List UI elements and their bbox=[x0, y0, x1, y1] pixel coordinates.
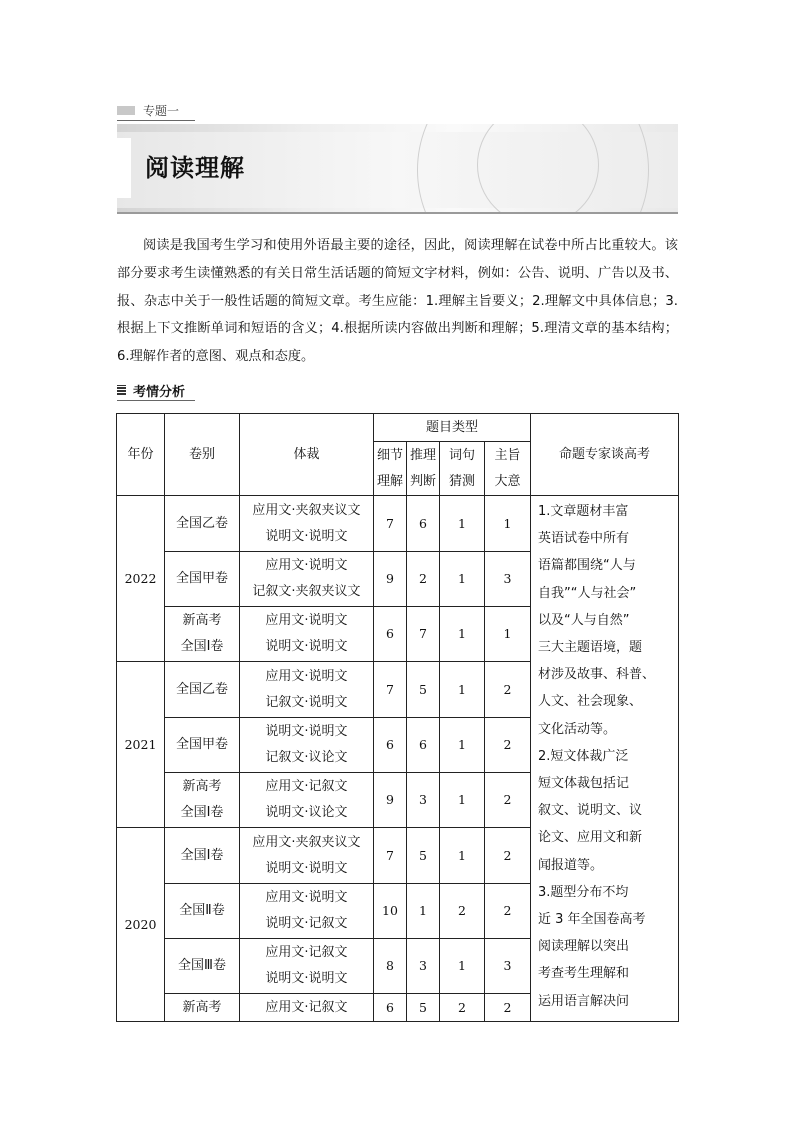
paper-cell: 全国乙卷 bbox=[165, 662, 240, 718]
expert-commentary: 1.文章题材丰富 英语试卷中所有 语篇都围绕“人与 自我”“人与社会” 以及“人与自然” 三大主题语境，题 材涉及故事、科普、 人文、社会现象、 文化活动等。 2.短文体裁广泛 短文体裁包括记 叙文、说明文、议 论文、应用文和新 闻报道等。 3.题型分布不均 近 3 年全国卷高考 阅读理解以突出 考查考生理解和 运用语言解决问 bbox=[531, 496, 679, 1022]
value-cell: 7 bbox=[374, 496, 407, 552]
value-cell: 9 bbox=[374, 773, 407, 828]
value-cell: 2 bbox=[485, 828, 531, 884]
genre-cell: 应用文·说明文 记叙文·说明文 bbox=[240, 662, 374, 718]
value-cell: 1 bbox=[440, 552, 485, 607]
topic-tag bbox=[117, 100, 677, 122]
value-cell: 1 bbox=[440, 939, 485, 994]
header-genre: 体裁 bbox=[240, 414, 374, 496]
value-cell: 8 bbox=[374, 939, 407, 994]
decorative-circle bbox=[477, 124, 599, 214]
value-cell: 1 bbox=[407, 884, 440, 939]
value-cell: 10 bbox=[374, 884, 407, 939]
topic-label: 专题一 bbox=[143, 104, 180, 118]
genre-cell: 应用文·记叙文 说明文·议论文 bbox=[240, 773, 374, 828]
value-cell: 3 bbox=[407, 773, 440, 828]
paper-cell: 全国乙卷 bbox=[165, 496, 240, 552]
value-cell: 2 bbox=[485, 773, 531, 828]
header-expert: 命题专家谈高考 bbox=[531, 414, 679, 496]
header-detail: 细节 理解 bbox=[374, 442, 407, 496]
title-banner bbox=[117, 124, 678, 214]
paper-cell: 新高考 全国Ⅰ卷 bbox=[165, 607, 240, 662]
value-cell: 1 bbox=[440, 718, 485, 773]
value-cell: 1 bbox=[440, 773, 485, 828]
page-title: 阅读理解 bbox=[145, 154, 245, 182]
value-cell: 1 bbox=[440, 496, 485, 552]
genre-cell: 应用文·夹叙夹议文 说明文·说明文 bbox=[240, 496, 374, 552]
value-cell: 1 bbox=[485, 607, 531, 662]
value-cell: 6 bbox=[407, 496, 440, 552]
value-cell: 2 bbox=[407, 552, 440, 607]
value-cell: 2 bbox=[485, 884, 531, 939]
intro-text bbox=[117, 232, 678, 371]
value-cell: 2 bbox=[485, 718, 531, 773]
genre-cell: 说明文·说明文 记叙文·议论文 bbox=[240, 718, 374, 773]
header-inference: 推理 判断 bbox=[407, 442, 440, 496]
value-cell: 1 bbox=[485, 496, 531, 552]
value-cell: 6 bbox=[374, 718, 407, 773]
intro-paragraph: 阅读是我国考生学习和使用外语最主要的途径，因此，阅读理解在试卷中所占比重较大。该部分要求考生读懂熟悉的有关日常生活话题的简短文字材料，例如：公告、说明、广告以及书、报、杂志中关于一般性话题的简短文章。考生应能：1.理解主旨要义；2.理解文中具体信息；3.根据上下文推断单词和短语的含义；4.根据所读内容做出判断和理解；5.理清文章的基本结构；6.理解作者的意图、观点和态度。 bbox=[117, 238, 678, 365]
header-question-types: 题目类型 bbox=[374, 414, 531, 442]
value-cell: 1 bbox=[440, 607, 485, 662]
value-cell: 2 bbox=[440, 884, 485, 939]
section-marker-icon bbox=[117, 385, 126, 395]
value-cell: 3 bbox=[485, 939, 531, 994]
paper-cell: 新高考 bbox=[165, 994, 240, 1022]
exam-analysis-table bbox=[116, 413, 679, 1022]
banner-notch bbox=[117, 138, 131, 198]
genre-cell: 应用文·记叙文 说明文·说明文 bbox=[240, 939, 374, 994]
value-cell: 1 bbox=[440, 828, 485, 884]
value-cell: 5 bbox=[407, 828, 440, 884]
header-paper: 卷别 bbox=[165, 414, 240, 496]
paper-cell: 全国Ⅱ卷 bbox=[165, 884, 240, 939]
topic-tag-marker bbox=[117, 106, 135, 115]
value-cell: 7 bbox=[374, 662, 407, 718]
paper-cell: 全国Ⅰ卷 bbox=[165, 828, 240, 884]
value-cell: 5 bbox=[407, 994, 440, 1022]
value-cell: 2 bbox=[485, 662, 531, 718]
genre-cell: 应用文·说明文 记叙文·夹叙夹议文 bbox=[240, 552, 374, 607]
section-underline bbox=[117, 400, 195, 401]
value-cell: 3 bbox=[407, 939, 440, 994]
value-cell: 1 bbox=[440, 662, 485, 718]
value-cell: 2 bbox=[440, 994, 485, 1022]
value-cell: 7 bbox=[374, 828, 407, 884]
genre-cell: 应用文·记叙文 bbox=[240, 994, 374, 1022]
section-heading bbox=[117, 381, 197, 401]
value-cell: 6 bbox=[374, 607, 407, 662]
banner-baseline bbox=[117, 212, 678, 214]
table-row bbox=[117, 496, 679, 552]
genre-cell: 应用文·说明文 说明文·说明文 bbox=[240, 607, 374, 662]
genre-cell: 应用文·说明文 说明文·记叙文 bbox=[240, 884, 374, 939]
value-cell: 9 bbox=[374, 552, 407, 607]
topic-underline bbox=[117, 120, 195, 121]
value-cell: 2 bbox=[485, 994, 531, 1022]
value-cell: 3 bbox=[485, 552, 531, 607]
paper-cell: 全国甲卷 bbox=[165, 552, 240, 607]
value-cell: 6 bbox=[374, 994, 407, 1022]
year-cell: 2020 bbox=[117, 828, 165, 1022]
section-title: 考情分析 bbox=[133, 385, 186, 400]
header-word-guess: 词句 猜测 bbox=[440, 442, 485, 496]
genre-cell: 应用文·夹叙夹议文 说明文·说明文 bbox=[240, 828, 374, 884]
value-cell: 6 bbox=[407, 718, 440, 773]
paper-cell: 全国甲卷 bbox=[165, 718, 240, 773]
paper-cell: 全国Ⅲ卷 bbox=[165, 939, 240, 994]
paper-cell: 新高考 全国Ⅰ卷 bbox=[165, 773, 240, 828]
value-cell: 5 bbox=[407, 662, 440, 718]
header-main-idea: 主旨 大意 bbox=[485, 442, 531, 496]
year-cell: 2021 bbox=[117, 662, 165, 828]
value-cell: 7 bbox=[407, 607, 440, 662]
year-cell: 2022 bbox=[117, 496, 165, 662]
header-year: 年份 bbox=[117, 414, 165, 496]
